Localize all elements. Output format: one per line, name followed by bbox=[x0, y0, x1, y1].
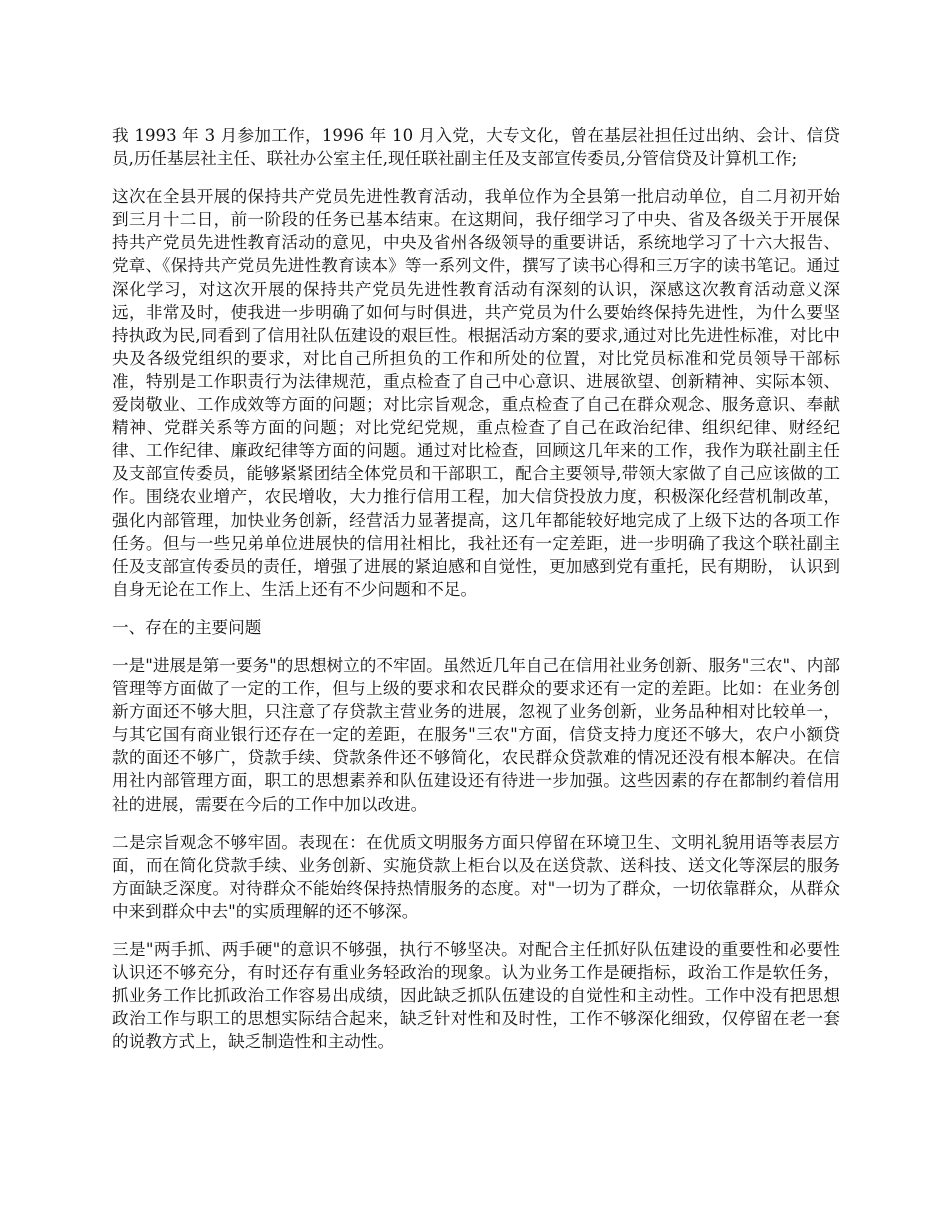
paragraph-problem-two: 二是宗旨观念不够牢固。表现在：在优质文明服务方面只停留在环境卫生、文明礼貌用语等表层方面，而在简化贷款手续、业务创新、实施贷款上柜台以及在送贷款、送科技、送文化等深层的服务方面缺乏深度。对待群众不能始终保持热情服务的态度。对"一切为了群众，一切依靠群众，从群众中来到群众中去"的实质理解的还不够深。 bbox=[112, 832, 840, 921]
paragraph-education-activity: 这次在全县开展的保持共产党员先进性教育活动，我单位作为全县第一批启动单位，自二月初开始到三月十二日，前一阶段的任务已基本结束。在这期间，我仔细学习了中央、省及各级关于开展保持共产党员先进性教育活动的意见，中央及省州各级领导的重要讲话，系统地学习了十六大报告、党章、《保持共产党员先进性教育读本》等一系列文件，撰写了读书心得和三万字的读书笔记。通过深化学习，对这次开展的保持共产党员先进性教育活动有深刻的认识，深感这次教育活动意义深远，非常及时，使我进一步明确了如何与时俱进，共产党员为什么要始终保持先进性，为什么要坚持执政为民,同看到了信用社队伍建设的艰巨性。根据活动方案的要求,通过对比先进性标准，对比中央及各级党组织的要求，对比自己所担负的工作和所处的位置，对比党员标准和党员领导干部标准，特别是工作职责行为法律规范，重点检查了自己中心意识、进展欲望、创新精神、实际本领、爱岗敬业、工作成效等方面的问题；对比宗旨观念，重点检查了自己在群众观念、服务意识、奉献精神、党群关系等方面的问题；对比党纪党规，重点检查了自己在政治纪律、组织纪律、财经纪律、工作纪律、廉政纪律等方面的问题。通过对比检查，回顾这几年来的工作，我作为联社副主任及支部宣传委员，能够紧紧团结全体党员和干部职工，配合主要领导,带领大家做了自己应该做的工作。围绕农业增产，农民增收，大力推行信用工程，加大信贷投放力度，积极深化经营机制改革，强化内部管理，加快业务创新，经营活力显著提高，这几年都能较好地完成了上级下达的各项工作任务。但与一些兄弟单位进展快的信用社相比，我社还有一定差距，进一步明确了我这个联社副主任及支部宣传委员的责任，增强了进展的紧迫感和自觉性，更加感到党有重托，民有期盼， 认识到自身无论在工作上、生活上还有不少问题和不足。 bbox=[112, 187, 840, 599]
document-page bbox=[112, 124, 840, 1068]
paragraph-problem-three: 三是"两手抓、两手硬"的意识不够强，执行不够坚决。对配合主任抓好队伍建设的重要性和必要性认识还不够充分，有时还存有重业务轻政治的现象。认为业务工作是硬指标，政治工作是软任务，抓业务工作比抓政治工作容易出成绩，因此缺乏抓队伍建设的自觉性和主动性。工作中没有把思想政治工作与职工的思想实际结合起来，缺乏针对性和及时性，工作不够深化细致，仅停留在老一套的说教方式上，缺乏制造性和主动性。 bbox=[112, 940, 840, 1052]
section-heading-main-problems: 一、存在的主要问题 bbox=[112, 617, 262, 637]
paragraph-problem-one: 一是"进展是第一要务"的思想树立的不牢固。虽然近几年自己在信用社业务创新、服务"三农"、内部管理等方面做了一定的工作，但与上级的要求和农民群众的要求还有一定的差距。比如：在业务创新方面还不够大胆，只注意了存贷款主营业务的进展，忽视了业务创新，业务品种相对比较单一，与其它国有商业银行还存在一定的差距，在服务"三农"方面，信贷支持力度还不够大，农户小额贷款的面还不够广，贷款手续、贷款条件还不够简化，农民群众贷款难的情况还没有根本解决。在信用社内部管理方面，职工的思想素养和队伍建设还有待进一步加强。这些因素的存在都制约着信用社的进展，需要在今后的工作中加以改进。 bbox=[112, 655, 840, 814]
paragraph-personal-background: 我 1993 年 3 月参加工作，1996 年 10 月入党，大专文化，曾在基层社担任过出纳、会计、信贷员,历任基层社主任、联社办公室主任,现任联社副主任及支部宣传委员,分管信贷及计算机工作; bbox=[112, 126, 840, 169]
